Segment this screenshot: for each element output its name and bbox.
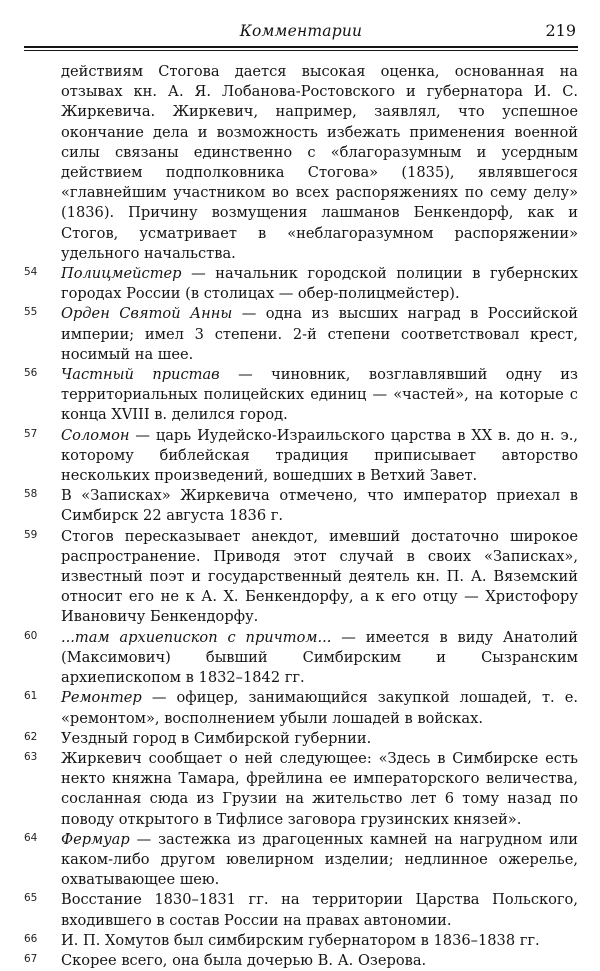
note-text: — офицер, занимающийся закупкой лошадей, т. е. «ремонтом», восполнением убыли лошадей в войсках. (61, 689, 578, 727)
note-number: 64 (24, 831, 38, 844)
note-text: — имеется в виду Анатолий (Максимович) бывший Симбирским и Сызранским архиепископом в 1832–1842 гг. (61, 628, 578, 687)
note-text: Жиркевич сообщает о ней следующее: «Здесь в Симбирске есть некто княжна Тамара, фрейлина ее императорского величества, сосланная сюда из Грузии на жительство лет 6 тому назад по поводу открытого в Тифлисе заговора грузинских князей». (61, 749, 578, 828)
note-term: Ремонтер (61, 689, 142, 707)
running-header (24, 15, 578, 47)
note-62 (24, 729, 578, 749)
note-60 (24, 628, 578, 689)
note-term: Частный пристав (61, 366, 220, 384)
note-text: Скорее всего, она была дочерью В. А. Озерова. (61, 951, 427, 969)
note-number: 55 (24, 306, 38, 319)
note-term: Полицмейстер (61, 265, 182, 283)
note-number: 66 (24, 932, 38, 945)
note-67 (24, 951, 578, 971)
header-rule-thin (24, 50, 578, 51)
note-55 (24, 304, 579, 365)
note-term: ...там архиепископ с причтом... (61, 628, 332, 646)
commentary-text (24, 62, 579, 971)
note-61 (24, 688, 578, 728)
page-number: 219 (545, 21, 576, 40)
note-text: — царь Иудейско-Израильского царства в XX в. до н. э., которому библейская традиция приписывает авторство нескольких произведений, вошедших в Ветхий Завет. (61, 426, 578, 485)
note-54 (24, 264, 578, 304)
note-number: 67 (24, 952, 38, 965)
continued-note-text: действиям Стогова дается высокая оценка, основанная на отзывах кн. А. Я. Лобанова-Ростовского и губернатора И. С. Жиркевича. Жиркевич, например, заявлял, что успешное окончание дела и возможность избежать применения военной силы связаны единственно с «благоразумным и усердным действием подполковника Стогова» (1835), являвшегося «главнейшим участником во всех распоряжениях по сему делу» (1836). Причину возмущения лашманов Бенкендорф, как и Стогов, усматривает в «неблагоразумном распоряжении» удельного начальства. (61, 63, 578, 262)
note-65 (24, 890, 578, 930)
note-number: 61 (24, 690, 38, 703)
note-text: Стогов пересказывает анекдот, имевший достаточно широкое распространение. Приводя этот случай в своих «Записках», известный поэт и государственный деятель кн. П. А. Вяземский относит его не к А. Х. Бенкендорфу, а к его отцу — Христофору Ивановичу Бенкендорфу. (61, 527, 578, 626)
note-term: Соломон (61, 426, 130, 444)
running-header-title: Комментарии (239, 22, 363, 40)
note-text: В «Записках» Жиркевича отмечено, что император приехал в Симбирск 22 августа 1836 г. (61, 487, 578, 525)
note-text: — застежка из драгоценных камней на нагрудном или каком-либо другом ювелирном изделии; недлинное ожерелье, охватывающее шею. (61, 830, 578, 889)
note-number: 65 (24, 892, 38, 905)
note-number: 58 (24, 488, 38, 501)
note-58 (24, 486, 578, 526)
note-number: 56 (24, 367, 38, 380)
note-56 (24, 365, 578, 426)
note-text: Уездный город в Симбирской губернии. (61, 729, 372, 747)
note-text: — одна из высших наград в Российской империи; имел 3 степени. 2-й степени соответствовал крест, носимый на шее. (61, 305, 579, 363)
note-text: — начальник городской полиции в губернских городах России (в столицах — обер-полицмейстер). (61, 265, 578, 303)
note-59 (24, 527, 578, 628)
note-number: 63 (24, 750, 38, 763)
note-text: Восстание 1830–1831 гг. на территории Царства Польского, входившего в состав России на правах автономии. (61, 891, 578, 929)
note-text: — чиновник, возглавлявший одну из территориальных полицейских единиц — «частей», на которые с конца XVIII в. делился город. (61, 366, 578, 424)
header-rule (24, 46, 578, 48)
note-63 (24, 749, 578, 830)
note-number: 59 (24, 528, 38, 541)
note-66 (24, 931, 578, 951)
note-number: 54 (24, 266, 38, 279)
note-number: 62 (24, 730, 38, 743)
note-text: И. П. Хомутов был симбирским губернатором в 1836–1838 гг. (61, 931, 540, 949)
note-number: 60 (24, 629, 38, 642)
note-64 (24, 830, 578, 891)
note-number: 57 (24, 427, 38, 440)
note-term: Орден Святой Анны (61, 305, 233, 323)
note-57 (24, 426, 578, 487)
note-term: Фермуар (61, 830, 130, 848)
